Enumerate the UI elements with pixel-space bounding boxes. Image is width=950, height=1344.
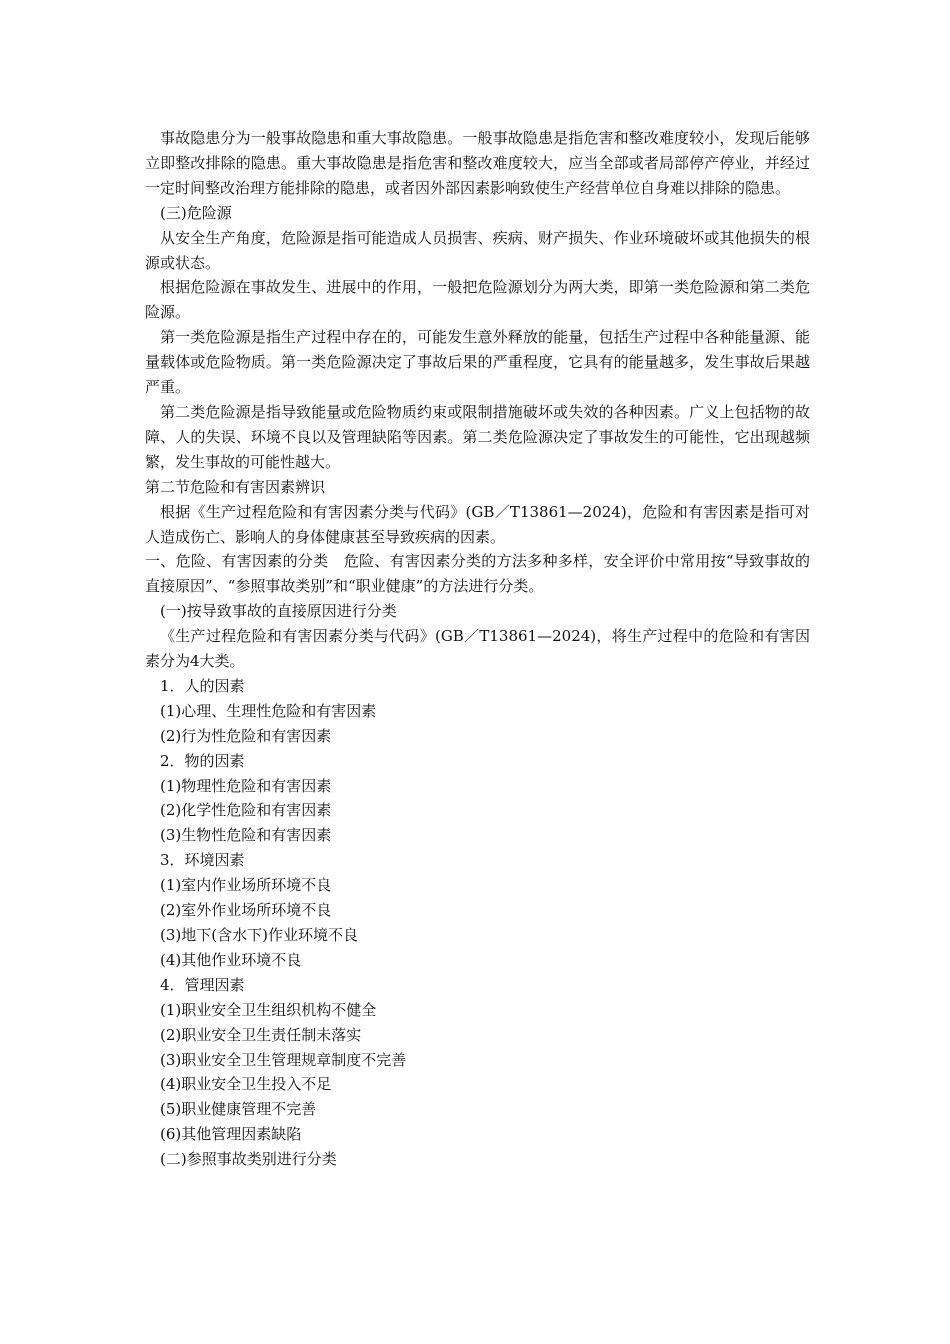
list-item: (2)化学性危险和有害因素 xyxy=(160,801,332,820)
list-item: (3)地下(含水下)作业环境不良 xyxy=(160,926,358,944)
heading-accident-category: (二)参照事故类别进行分类 xyxy=(160,1150,337,1169)
paragraph-classification-methods: 一、危险、有害因素的分类 危险、有害因素分类的方法多种多样，安全评价中常用按“导致事故的直接原因”、“参照事故类别”和“职业健康”的方法进行分类。 xyxy=(145,552,810,596)
paragraph-hazard-definition: 从安全生产角度，危险源是指可能造成人员损害、疾病、财产损失、作业环境破坏或其他损失的根源或状态。 xyxy=(145,228,810,272)
paragraph-hidden-danger-classification: 事故隐患分为一般事故隐患和重大事故隐患。一般事故隐患是指危害和整改难度较小，发现后能够立即整改排除的隐患。重大事故隐患是指危害和整改难度较大，应当全部或者局部停产停业，并经过一定时间整改治理方能排除的隐患，或者因外部因素影响致使生产经营单位自身难以排除的隐患。 xyxy=(145,129,810,197)
paragraph-second-type-hazard: 第二类危险源是指导致能量或危险物质约束或限制措施破坏或失效的各种因素。广义上包括物的故障、人的失误、环境不良以及管理缺陷等因素。第二类危险源决定了事故发生的可能性，它出现越频繁，发生事故的可能性越大。 xyxy=(145,402,810,471)
list-item: (2)室外作业场所环境不良 xyxy=(160,901,332,920)
paragraph-first-type-hazard: 第一类危险源是指生产过程中存在的，可能发生意外释放的能量，包括生产过程中各种能量源、能量载体或危险物质。第一类危险源决定了事故后果的严重程度，它具有的能量越多，发生事故后果越严重。 xyxy=(145,328,810,397)
list-item: (1)心理、生理性危险和有害因素 xyxy=(160,701,377,720)
list-item: (1)职业安全卫生组织机构不健全 xyxy=(160,1000,377,1019)
paragraph-hazard-two-types: 根据危险源在事故发生、进展中的作用，一般把危险源划分为两大类，即第一类危险源和第二类危险源。 xyxy=(145,278,810,322)
list-item: (4)其他作业环境不良 xyxy=(160,950,302,969)
list-item: (3)生物性危险和有害因素 xyxy=(160,826,332,845)
list-item: (2)职业安全卫生责任制未落实 xyxy=(160,1025,362,1044)
heading-direct-cause: (一)按导致事故的直接原因进行分类 xyxy=(160,602,397,621)
list-item: (1)物理性危险和有害因素 xyxy=(160,776,332,795)
list-item: (4)职业安全卫生投入不足 xyxy=(160,1075,332,1094)
list-item: (6)其他管理因素缺陷 xyxy=(160,1125,302,1144)
section-heading-identification: 第二节危险和有害因素辨识 xyxy=(145,477,326,496)
paragraph-four-categories: 《生产过程危险和有害因素分类与代码》(GB／T13861—2024)，将生产过程中的危险和有害因素分为4大类。 xyxy=(145,627,810,671)
list-item-management-factors: 4．管理因素 xyxy=(160,975,245,994)
list-item-environment-factors: 3．环境因素 xyxy=(160,851,245,870)
document-page xyxy=(145,126,810,1172)
heading-hazard-source: (三)危险源 xyxy=(160,203,232,222)
paragraph-standard-definition: 根据《生产过程危险和有害因素分类与代码》(GB／T13861—2024)，危险和有害因素是指可对人造成伤亡、影响人的身体健康甚至导致疾病的因素。 xyxy=(145,502,810,546)
list-item: (3)职业安全卫生管理规章制度不完善 xyxy=(160,1050,407,1069)
list-item: (5)职业健康管理不完善 xyxy=(160,1100,317,1119)
list-item-material-factors: 2．物的因素 xyxy=(160,751,245,770)
list-item: (1)室内作业场所环境不良 xyxy=(160,876,332,895)
list-item: (2)行为性危险和有害因素 xyxy=(160,726,332,745)
list-item-human-factors: 1．人的因素 xyxy=(160,676,245,695)
